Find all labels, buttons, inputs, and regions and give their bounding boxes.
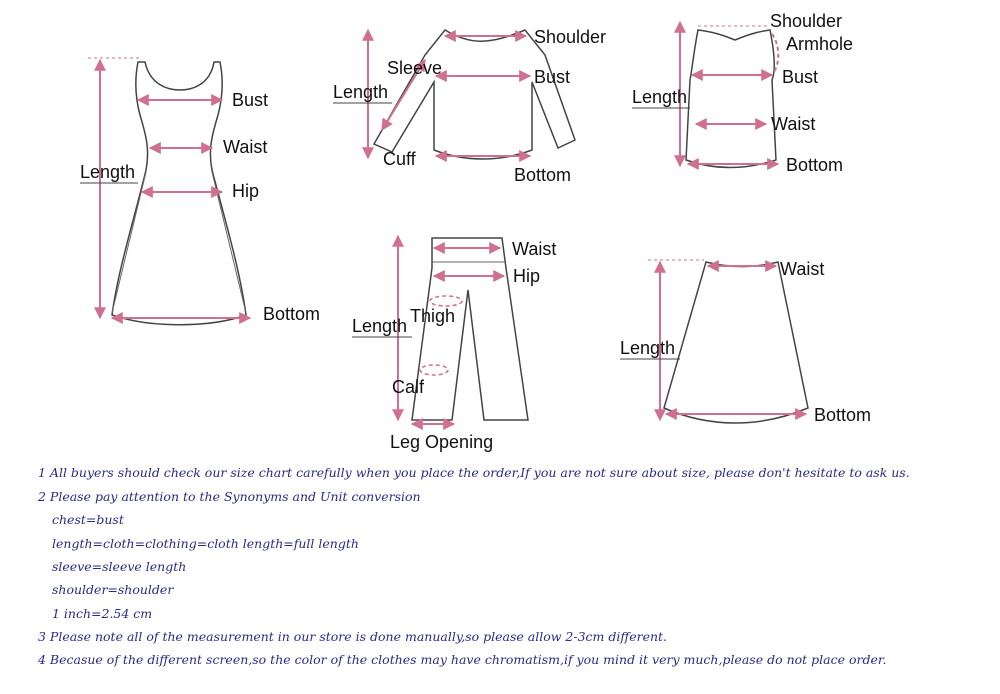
pants-hip-label: Hip	[513, 266, 541, 286]
pants-calf-line	[420, 365, 448, 375]
pants-length-label: Length	[352, 316, 408, 336]
pants-thigh-label: Thigh	[410, 306, 456, 326]
skirt-length-label: Length	[620, 338, 676, 358]
synonym-sleeve: sleeve=sleeve length	[52, 559, 187, 574]
vest-diagram	[632, 11, 853, 175]
dress-outline	[112, 62, 246, 325]
size-notes	[0, 460, 1000, 694]
top-diagram	[333, 27, 606, 185]
vest-bottom-label: Bottom	[786, 155, 844, 175]
top-shoulder-label: Shoulder	[534, 27, 607, 47]
skirt-outline	[664, 262, 808, 423]
vest-outline	[686, 30, 776, 168]
top-sleeve-label: Sleeve	[387, 58, 443, 78]
vest-waist-label: Waist	[771, 114, 816, 134]
synonym-length: length=cloth=clothing=cloth length=full length	[52, 536, 359, 551]
skirt-waist-label: Waist	[780, 259, 825, 279]
pants-calf-label: Calf	[392, 377, 425, 397]
top-bottom-label: Bottom	[514, 165, 572, 185]
top-length-label: Length	[333, 82, 389, 102]
top-bust-label: Bust	[534, 67, 571, 87]
vest-length-label: Length	[632, 87, 688, 107]
note-4: 4 Becasue of the different screen,so the color of the clothes may have chromatism,if you mind it very much,please do not place order.	[38, 652, 887, 667]
dress-diagram	[80, 58, 320, 325]
unit-conversion: 1 inch=2.54 cm	[52, 606, 153, 621]
pants-waist-label: Waist	[512, 239, 557, 259]
pants-diagram	[352, 236, 556, 452]
skirt-bottom-label: Bottom	[814, 405, 872, 425]
note-3: 3 Please note all of the measurement in our store is done manually,so please allow 2-3cm different.	[38, 629, 668, 644]
dress-waist-label: Waist	[223, 137, 268, 157]
pants-leg-opening-label: Leg Opening	[390, 432, 494, 452]
dress-bottom-label: Bottom	[263, 304, 321, 324]
synonym-shoulder: shoulder=shoulder	[52, 582, 174, 597]
skirt-diagram	[620, 259, 871, 425]
vest-bust-label: Bust	[782, 67, 819, 87]
dress-bust-label: Bust	[232, 90, 269, 110]
synonym-chest: chest=bust	[52, 512, 124, 527]
note-2: 2 Please pay attention to the Synonyms and Unit conversion	[38, 489, 421, 504]
note-1: 1 All buyers should check our size chart carefully when you place the order,If you are not sure about size, please don't hesitate to ask us.	[38, 465, 910, 480]
vest-armhole-label: Armhole	[786, 34, 854, 54]
pants-thigh-line	[430, 296, 462, 306]
dress-length-label: Length	[80, 162, 136, 182]
vest-shoulder-label: Shoulder	[770, 11, 843, 31]
pants-outline	[412, 238, 528, 420]
dress-hip-label: Hip	[232, 181, 260, 201]
top-cuff-label: Cuff	[383, 149, 416, 169]
